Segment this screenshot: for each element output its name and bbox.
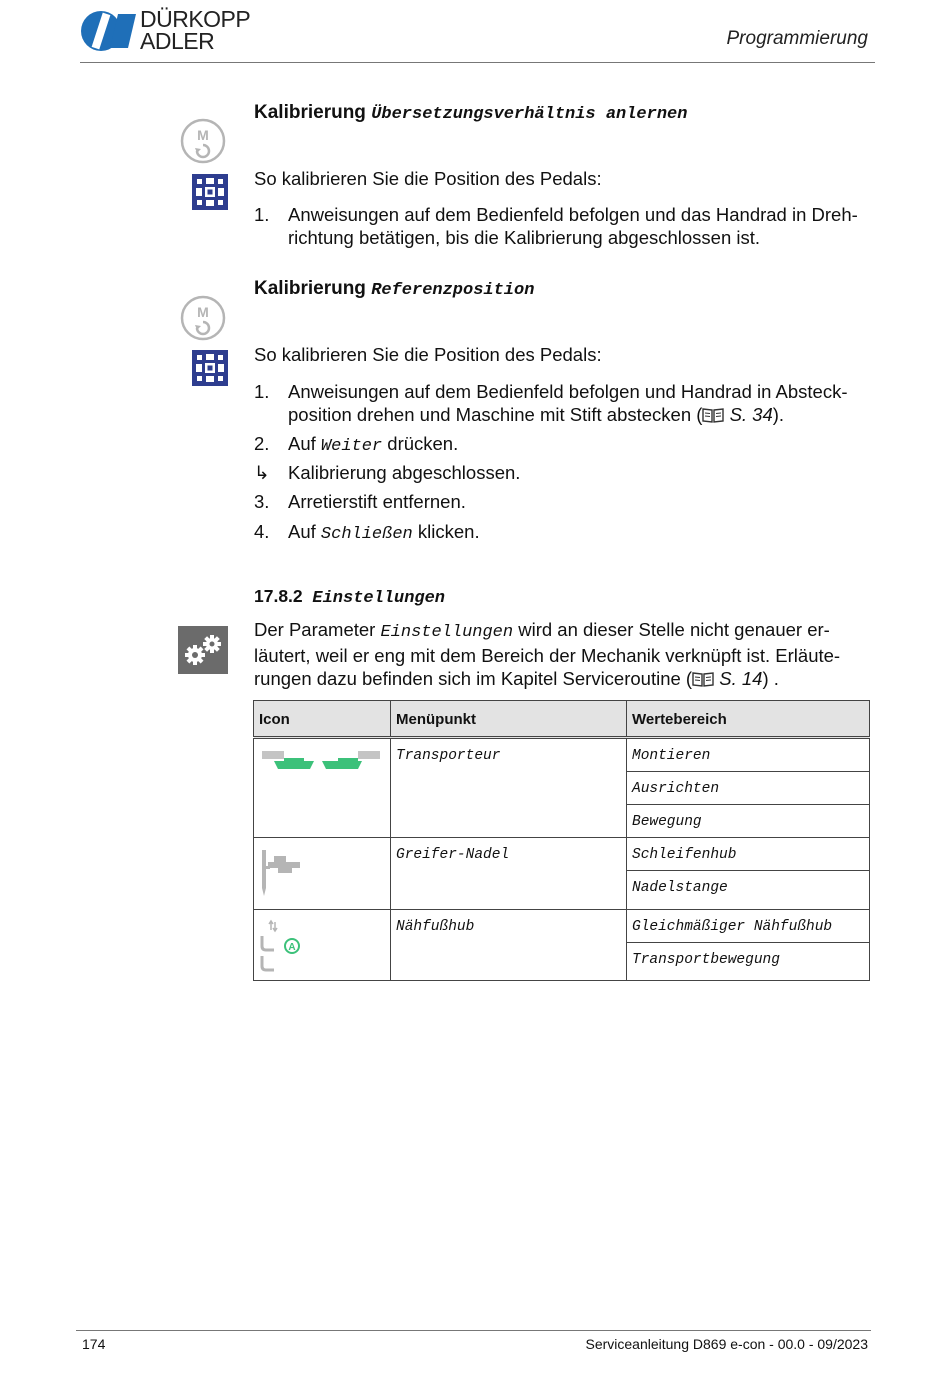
menu-cell (391, 910, 627, 981)
value-gleichmaessiger-naehfusshub[interactable]: Gleichmäßiger Nähfußhub (632, 919, 833, 935)
para-line: läutert, weil er eng mit dem Bereich der Mechanik verknüpft ist. Erläute- (254, 645, 841, 666)
header-divider (80, 62, 875, 63)
icon-cell (254, 738, 391, 838)
menu-item-transporteur[interactable]: Transporteur (396, 748, 501, 764)
menu-item-naehfusshub[interactable]: Nähfußhub (396, 919, 475, 935)
menu-cell (391, 838, 627, 910)
para-line (254, 618, 840, 644)
button-name-schliessen: Schließen (320, 525, 413, 544)
value-cell (627, 943, 870, 981)
value-cell (627, 910, 870, 943)
book-reference-icon (702, 407, 724, 423)
section-title-mono: Einstellungen (312, 589, 446, 608)
intro-text: So kalibrieren Sie die Position des Pedals: (254, 168, 602, 189)
para-text: Der Parameter (254, 619, 376, 640)
intro-text: So kalibrieren Sie die Position des Pedals: (254, 344, 602, 365)
result-arrow-icon: ↳ (254, 462, 270, 483)
value-nadelstange[interactable]: Nadelstange (632, 880, 728, 896)
page-number: 174 (82, 1336, 106, 1352)
heading-prefix: Kalibrierung (254, 278, 366, 299)
brand-name (140, 8, 250, 52)
control-panel-icon (192, 350, 228, 386)
value-cell (627, 871, 870, 910)
result-text: Kalibrierung abgeschlossen. (288, 462, 521, 483)
manual-mode-icon (180, 118, 226, 164)
step-line-text: ). (772, 404, 785, 425)
brand-line-1: DÜRKOPP (140, 6, 251, 32)
step-text-part: Auf (288, 521, 316, 542)
gears-icon (178, 626, 228, 674)
parameter-name: Einstellungen (380, 623, 514, 642)
document-reference: Serviceanleitung D869 e-con - 00.0 - 09/2023 (585, 1336, 868, 1352)
step-number: 1. (254, 204, 270, 225)
para-text: rungen dazu befinden sich im Kapitel Serviceroutine ( (254, 668, 693, 689)
menu-item-greifer-nadel[interactable]: Greifer-Nadel (396, 847, 510, 863)
value-cell (627, 772, 870, 805)
value-schleifenhub[interactable]: Schleifenhub (632, 847, 737, 863)
svg-text:A: A (288, 942, 296, 953)
step-line: Anweisungen auf dem Bedienfeld befolgen und Handrad in Absteck- (288, 381, 848, 402)
feed-dog-icon (254, 739, 390, 779)
value-bewegung[interactable]: Bewegung (632, 814, 702, 830)
step-text: Anweisungen auf dem Bedienfeld befolgen und das Handrad in Dreh-richtung betätigen, bis die Kalibrierung abgeschlossen ist. (288, 204, 858, 248)
svg-text:M: M (197, 304, 209, 320)
brand-line-2: ADLER (140, 28, 215, 54)
value-ausrichten[interactable]: Ausrichten (632, 781, 720, 797)
menu-cell (391, 738, 627, 838)
step-number: 1. (254, 381, 270, 402)
settings-gears-icon (178, 626, 228, 674)
column-header-range: Wertebereich (627, 701, 870, 738)
icon-cell (254, 838, 391, 910)
svg-text:M: M (197, 127, 209, 143)
icon-cell (254, 910, 391, 981)
table-row (254, 738, 870, 772)
value-cell (627, 805, 870, 838)
manual-mode-icon (180, 295, 226, 341)
step-number: 3. (254, 491, 270, 512)
footer-divider (76, 1330, 871, 1331)
step-line-text: position drehen und Maschine mit Stift abstecken ( (288, 404, 703, 425)
book-reference-icon (692, 671, 714, 687)
button-name-weiter: Weiter (320, 437, 383, 456)
step-text: Arretierstift entfernen. (288, 491, 466, 512)
step-text (288, 520, 873, 546)
value-cell (627, 838, 870, 871)
hook-needle-icon (254, 842, 314, 902)
step-text-part: klicken. (417, 521, 480, 542)
settings-section-heading (254, 586, 445, 608)
presser-foot-stroke-icon (254, 916, 314, 976)
column-header-icon: Icon (254, 701, 391, 738)
duerkopp-adler-logo-icon (80, 10, 136, 52)
value-cell (627, 738, 870, 772)
step-text (288, 432, 873, 458)
heading-parameter: Übersetzungsverhältnis anlernen (371, 105, 688, 124)
heading-prefix: Kalibrierung (254, 102, 366, 123)
step-text (288, 380, 873, 426)
step-number: 4. (254, 521, 270, 542)
page-reference-link[interactable]: S. 14 (719, 668, 763, 689)
parameters-table (253, 700, 870, 981)
section-number: 17.8.2 (254, 586, 303, 606)
column-header-menu: Menüpunkt (391, 701, 627, 738)
settings-description (254, 618, 840, 690)
control-panel-icon (192, 174, 228, 210)
step-number: 2. (254, 433, 270, 454)
page-reference-link[interactable]: S. 34 (729, 404, 773, 425)
calibration-ratio-heading (254, 102, 687, 124)
value-montieren[interactable]: Montieren (632, 748, 711, 764)
table-row (254, 910, 870, 943)
step-line (288, 403, 873, 426)
heading-parameter: Referenzposition (371, 281, 535, 300)
para-text: wird an dieser Stelle nicht genauer er- (518, 619, 830, 640)
step-text-part: drücken. (387, 433, 459, 454)
para-text: ) . (762, 668, 779, 689)
table-header-row (254, 701, 870, 738)
para-line (254, 667, 840, 690)
value-transportbewegung[interactable]: Transportbewegung (632, 952, 780, 968)
calibration-reference-heading (254, 278, 534, 300)
step-text-part: Auf (288, 433, 316, 454)
table-row (254, 838, 870, 871)
section-title: Programmierung (726, 28, 868, 49)
